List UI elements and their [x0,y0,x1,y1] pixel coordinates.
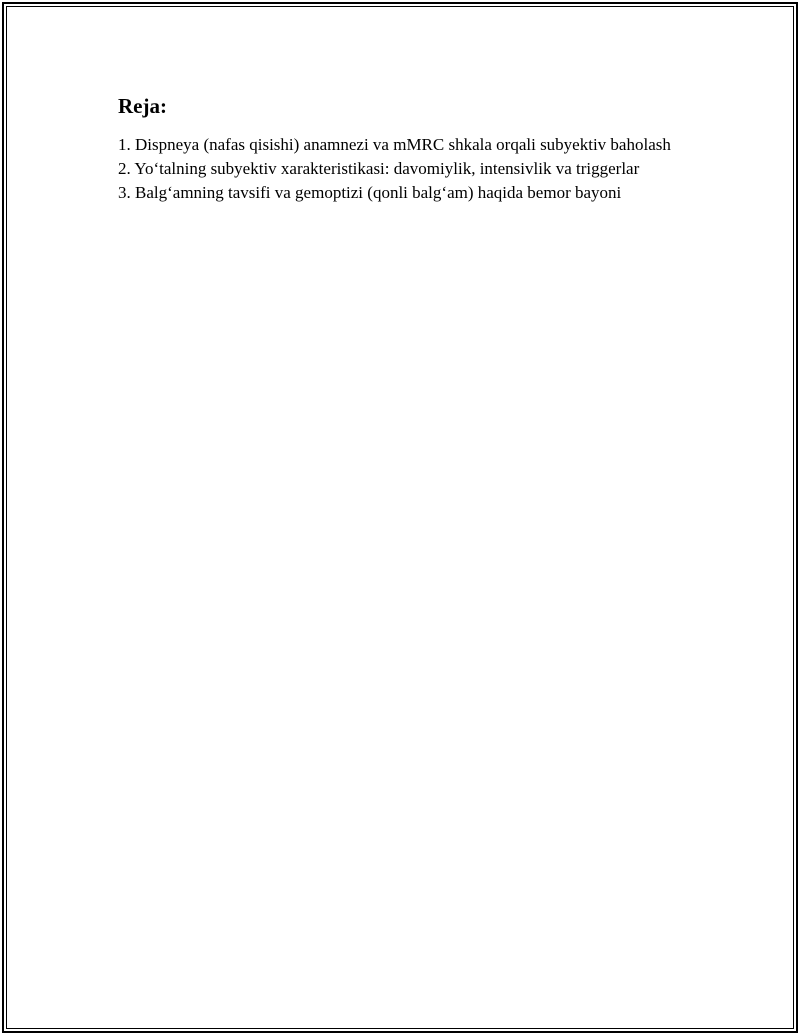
page-content [118,94,688,205]
plan-item: 2. Yo‘talning subyektiv xarakteristikasi: davomiylik, intensivlik va triggerlar [118,159,640,178]
plan-item: 1. Dispneya (nafas qisishi) anamnezi va mMRC shkala orqali subyektiv baholash [118,135,671,154]
plan-list [118,133,688,205]
plan-item: 3. Balg‘amning tavsifi va gemoptizi (qonli balg‘am) haqida bemor bayoni [118,183,622,202]
plan-heading: Reja: [118,94,167,118]
